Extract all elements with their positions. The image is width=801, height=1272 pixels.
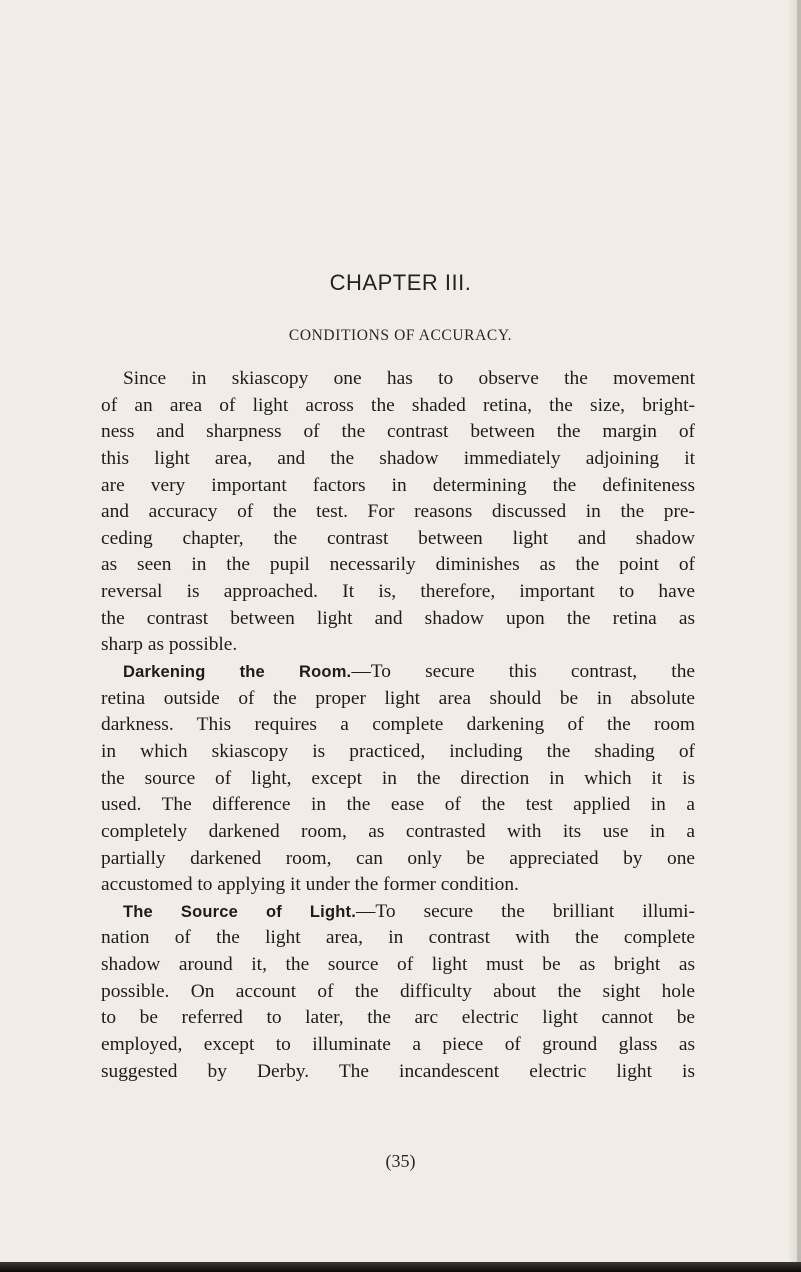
text-line: the contrast between light and shadow upon the retina as [101, 607, 695, 629]
text-line: this light area, and the shadow immediately adjoining it [101, 447, 695, 469]
text-line: sharp as possible. [101, 634, 238, 656]
text-line: accustomed to applying it under the former condition. [101, 874, 519, 896]
run-in-heading-darkening: Darkening the Room. [123, 663, 352, 682]
text-line: to be referred to later, the arc electric light cannot be [101, 1007, 695, 1029]
text-line: used. The difference in the ease of the test applied in a [101, 794, 695, 816]
text-line: ness and sharpness of the contrast between the margin of [101, 421, 695, 443]
text-line: completely darkened room, as contrasted with its use in a [101, 820, 695, 842]
run-in-heading-source: The Source of Light. [123, 902, 356, 921]
text-line: suggested by Derby. The incandescent electric light is [101, 1060, 695, 1082]
text-line: darkness. This requires a complete darkening of the room [101, 714, 695, 736]
text-line: employed, except to illuminate a piece of ground glass as [101, 1034, 695, 1056]
chapter-title: CHAPTER III. [329, 270, 472, 295]
paragraph-first-line [101, 899, 695, 926]
text-line: partially darkened room, can only be appreciated by one [101, 847, 695, 869]
text-line: are very important factors in determining the definiteness [101, 474, 695, 496]
page-number: (35) [385, 1151, 416, 1171]
text-line: as seen in the pupil necessarily diminishes as the point of [101, 554, 695, 576]
text-line: of an area of light across the shaded retina, the size, bright- [101, 394, 695, 416]
text-line: and accuracy of the test. For reasons discussed in the pre- [101, 501, 695, 523]
text-line: Since in skiascopy one has to observe the movement [123, 368, 695, 389]
text-run: —To secure the brilliant illumi- [356, 900, 696, 922]
text-line: shadow around it, the source of light must be as bright as [101, 954, 695, 976]
paragraph-first-line [101, 659, 695, 686]
text-line: in which skiascopy is practiced, including the shading of [101, 740, 695, 762]
page-edge-bottom [0, 1262, 801, 1272]
section-title: CONDITIONS OF ACCURACY. [288, 327, 513, 344]
text-line: possible. On account of the difficulty about the sight hole [101, 980, 695, 1002]
body-text [101, 366, 695, 1085]
text-line: reversal is approached. It is, therefore, important to have [101, 581, 695, 603]
text-line: ceding chapter, the contrast between light and shadow [101, 527, 695, 549]
text-run: —To secure this contrast, the [351, 661, 695, 683]
text-line: nation of the light area, in contrast with the complete [101, 927, 695, 949]
text-line: the source of light, except in the direction in which it is [101, 767, 695, 789]
text-line: retina outside of the proper light area should be in absolute [101, 687, 695, 709]
page-edge-right [797, 0, 801, 1272]
